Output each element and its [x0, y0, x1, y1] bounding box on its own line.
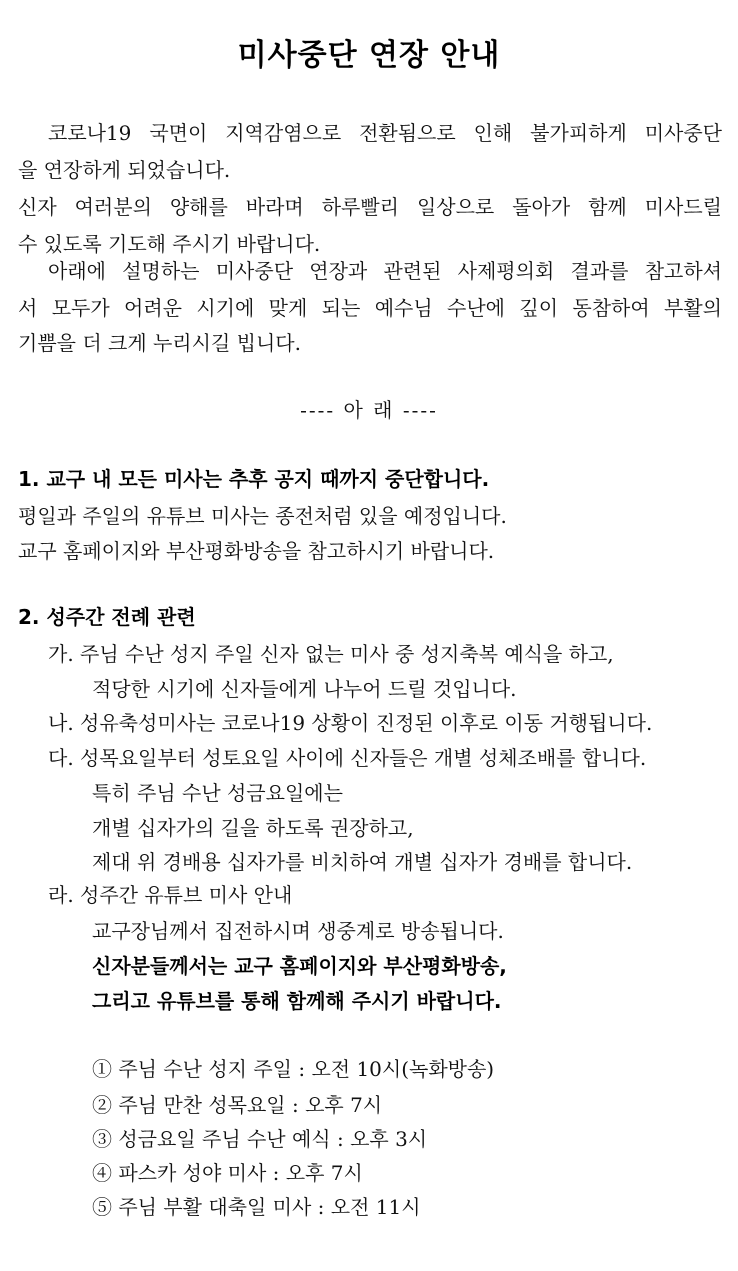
schedule-item: ③ 성금요일 주님 수난 예식 : 오후 3시	[92, 1127, 428, 1151]
section2-item-ra-cont: 교구장님께서 집전하시며 생중계로 방송됩니다.	[92, 919, 504, 943]
section2-item-da: 다. 성목요일부터 성토요일 사이에 신자들은 개별 성체조배를 합니다.	[48, 746, 647, 770]
schedule-item: ② 주님 만찬 성목요일 : 오후 7시	[92, 1093, 383, 1117]
intro-line: 신자 여러분의 양해를 바라며 하루빨리 일상으로 돌아가 함께 미사드릴	[18, 195, 722, 219]
section1-line: 교구 홈페이지와 부산평화방송을 참고하시기 바랍니다.	[18, 539, 495, 563]
intro-line: 서 모두가 어려운 시기에 맞게 되는 예수님 수난에 깊이 동참하여 부활의	[18, 296, 722, 320]
intro-line: 코로나19 국면이 지역감염으로 전환됨으로 인해 불가피하게 미사중단	[48, 121, 722, 145]
intro-line: 아래에 설명하는 미사중단 연장과 관련된 사제평의회 결과를 참고하셔	[48, 259, 722, 283]
schedule-item: ④ 파스카 성야 미사 : 오후 7시	[92, 1161, 363, 1185]
document-title: 미사중단 연장 안내	[237, 38, 501, 73]
section1-heading: 1. 교구 내 모든 미사는 추후 공지 때까지 중단합니다.	[18, 467, 490, 491]
section2-item-na: 나. 성유축성미사는 코로나19 상황이 진정된 이후로 이동 거행됩니다.	[48, 711, 653, 735]
section2-item-ra-emphasis: 그리고 유튜브를 통해 함께해 주시기 바랍니다.	[92, 989, 502, 1013]
section2-item-da-cont: 제대 위 경배용 십자가를 비치하여 개별 십자가 경배를 합니다.	[92, 850, 633, 874]
section2-item-ra: 라. 성주간 유튜브 미사 안내	[48, 883, 293, 907]
schedule-item: ⑤ 주님 부활 대축일 미사 : 오전 11시	[92, 1195, 421, 1219]
section-divider: ---- 아 래 ----	[300, 398, 438, 422]
intro-line: 수 있도록 기도해 주시기 바랍니다.	[18, 232, 321, 256]
section1-line: 평일과 주일의 유튜브 미사는 종전처럼 있을 예정입니다.	[18, 504, 507, 528]
section2-item-da-cont: 개별 십자가의 길을 하도록 권장하고,	[92, 816, 414, 840]
section2-item-ga-cont: 적당한 시기에 신자들에게 나누어 드릴 것입니다.	[92, 677, 517, 701]
section2-heading: 2. 성주간 전례 관련	[18, 605, 196, 629]
intro-line: 기쁨을 더 크게 누리시길 빕니다.	[18, 331, 301, 355]
schedule-item: ① 주님 수난 성지 주일 : 오전 10시(녹화방송)	[92, 1057, 495, 1081]
section2-item-ra-emphasis: 신자분들께서는 교구 홈페이지와 부산평화방송,	[92, 954, 507, 978]
section2-item-da-cont: 특히 주님 수난 성금요일에는	[92, 781, 343, 805]
section2-item-ga: 가. 주님 수난 성지 주일 신자 없는 미사 중 성지축복 예식을 하고,	[48, 642, 614, 666]
intro-line: 을 연장하게 되었습니다.	[18, 158, 231, 182]
